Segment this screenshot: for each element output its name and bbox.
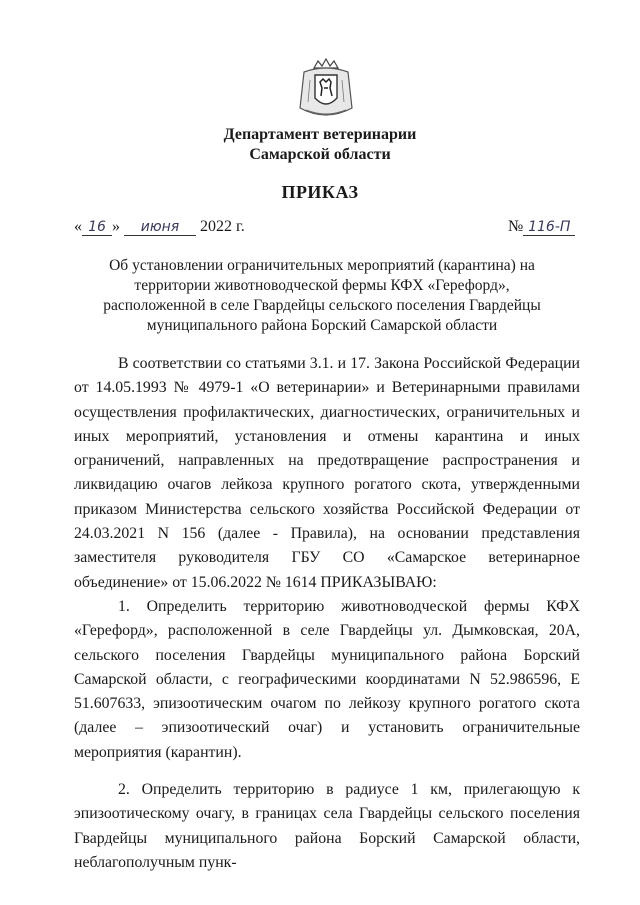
- order-number: [508, 218, 575, 236]
- clause-2-paragraph: 2. Определить территорию в радиусе 1 км, прилегающую к эпизоотическому очагу, в границах села Гвардейцы сельского поселения Гвардейцы муниципального района Борский Самарской области, неблагополучным пунк-: [74, 781, 580, 871]
- order-body: [74, 352, 580, 875]
- org-name-line2: Самарской области: [249, 146, 391, 163]
- order-date: [74, 218, 245, 236]
- clause-1-paragraph: 1. Определить территорию животноводческой фермы КФХ «Герефорд», расположенной в селе Гвардейцы ул. Дымковская, 20А, сельского поселения Гвардейцы муниципального района Борский Самарской области, с географическими координатами N 52.986596, E 51.607633, эпизоотическим очагом по лейкозу крупного рогатого скота (далее – эпизоотический очаг) и установить ограничительные мероприятия (карантин).: [74, 597, 580, 761]
- preamble-paragraph: В соответствии со статьями 3.1. и 17. Закона Российской Федерации от 14.05.1993 № 4979-1 «О ветеринарии» и Ветеринарными правилами осуществления профилактических, диагностических, ограничительных и иных мероприятий, установления и отмены карантина и иных ограничений, направленных на предотвращение распространения и ликвидацию очагов лейкоза крупного рогатого скота, утвержденными приказом Министерства сельского хозяйства Российской Федерации от 24.03.2021 N 156 (далее - Правила), на основании представления заместителя руководителя ГБУ СО «Самарское ветеринарное объединение» от 15.06.2022 № 1614 ПРИКАЗЫВАЮ:: [74, 355, 580, 591]
- order-subject: Об установлении ограничительных мероприятий (карантина) на территории животноводческой фермы КФХ «Герефорд», расположенной в селе Гвардейцы сельского поселения Гвардейцы муниципального района Борский Самарской области: [103, 257, 541, 334]
- date-month: июня: [124, 219, 196, 236]
- date-year: 2022 г.: [200, 218, 245, 235]
- date-open-quote: «: [74, 218, 82, 235]
- date-day: 16: [82, 219, 112, 236]
- number-value: 116-П: [523, 219, 575, 236]
- samara-coat-of-arms-icon: [296, 58, 356, 124]
- number-prefix: №: [508, 218, 524, 235]
- date-close-quote: »: [112, 218, 120, 235]
- document-type-title: ПРИКАЗ: [281, 182, 359, 202]
- org-name-line1: Департамент ветеринарии: [223, 126, 417, 143]
